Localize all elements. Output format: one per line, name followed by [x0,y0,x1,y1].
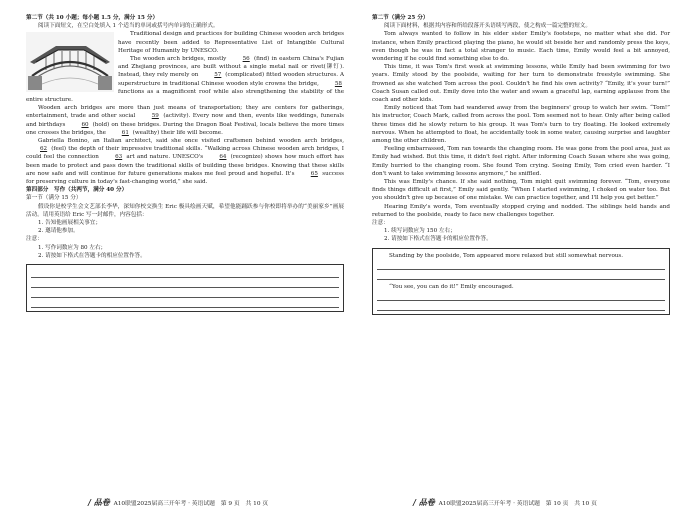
note-label: 注意： [26,236,43,243]
right-page [372,14,670,315]
blank-61[interactable]: 61 [121,129,129,136]
footer-text: A10联盟2025届高三开年考 · 英语试题 第 10 页 共 10 页 [438,501,597,507]
blank-64[interactable]: 64 [219,154,227,161]
continuation-note: 1. 续写词数应为 150 左右； [384,228,456,235]
writing1-item: 2. 邀请他参加。 [38,228,79,235]
blank-58[interactable]: 58 [334,80,342,87]
blank-59[interactable]: 59 [151,113,159,120]
writing-line[interactable] [31,268,339,278]
story-paragraph: This time, it was Tom's first week at swimming lessons, while Emily had been swimming for two years. Emily stood by the poolside, waiting for her turn to demonstrate freestyle swimming. She frowned as she watched Tom across the pool. Couldn't he find his own activity? “Emily, it's your turn!” Coach Susan called out. Emily dove into the water and swam a graceful lap, earning applause from the coach and other kids. [372,64,670,104]
passage-intro [26,30,344,104]
section2-instructions: 阅读下面短文，在空白处填入 1 个适当的单词或括号内单词的正确形式。 [38,23,219,30]
writing-line[interactable] [31,288,339,298]
blank-63[interactable]: 63 [115,154,123,161]
writing1-note: 1. 写作词数应为 80 左右； [38,244,107,251]
continuation-heading: 第二节（满分 25 分） [372,15,429,21]
paragraph-starter-1: Standing by the poolside, Tom appeared more relaxed but still somewhat nervous. [389,252,624,259]
section2-heading: 第二节（共 10 小题；每小题 1.5 分，满分 15 分） [26,15,159,21]
footer-left [88,497,268,508]
paragraph-3: Gabriella Bonino, an Italian architect, said she once visited craftsmen behind wooden arch bridges, 62 (feel) the depth of their impressive traditional skills. “Walking across Chinese wooden arch bridges, I could feel the connection 63 art and nature. UNESCO's 64 (recognize) shows how much effort has been made to protect and pass down the traditional skills of building these bridges. Knowing that these skills are now safe and will continue for future generations makes me feel proud and hopeful. It's 65 success for preserving culture in today's fast-changing world,” she said. [26,138,345,186]
note-label: 注意： [372,220,389,227]
paragraph-starter-2: “You see, you can do it!” Emily encouraged. [389,283,514,290]
wooden-arch-bridge-image [26,32,114,92]
continuation-answer-box[interactable] [372,248,670,315]
writing1-heading: 第一节（满分 15 分） [26,195,82,202]
writing-line[interactable] [377,291,665,301]
paragraph-1a: Traditional design and practices for building Chinese wooden arch bridges have recently been added to Representative List of Intangible Cultural Heritage of Humanity by UNESCO. [118,31,344,54]
writing1-answer-box[interactable] [26,264,344,312]
story-paragraph: Emily noticed that Tom had wandered away from the beginners' group to watch her swim. “Tom!” his instructor, Coach Mark, called from across the pool. Tom seemed not to hear. Only after being called three times did he slowly return to his group. It was Tom's turn to try floating. He looked extremely nervous. When he attempted to float, he accidentally took in some water, causing surprise and laughter among the other children. [372,105,670,145]
blank-60[interactable]: 60 [81,121,89,128]
part4-heading: 第四部分 写作（共两节，满分 40 分） [26,187,128,194]
footer-text: A10联盟2025届高三开年考 · 英语试题 第 9 页 共 10 页 [113,501,269,507]
story-paragraph: This was Emily's chance. If she said nothing, Tom might quit swimming forever. “Tom, everyone finds things difficult at first,” Emily said gently. “When I started swimming, I choked on water too. But you shouldn't give up because of one mistake. We can practice together, and I'll help you get better.” [372,179,670,202]
continuation-note: 2. 请按如下格式在答题卡的相应位置作答。 [384,236,492,243]
footer-right [413,497,597,508]
left-page [26,14,344,312]
paragraph-1b: The wooden arch bridges, mostly 56 (find) in eastern China's Fujian and Zhejiang provinces, are built without a single metal nail or rivet(铆钉). Instead, they rely merely on 57 (complicated) fitted wooden structures. A superstructure in traditional Chinese wooden style crowns the bridge, 58 functions as a magnificent roof while also strengthening the stability of the entire structure. [26,56,344,104]
story-paragraph: Tom always wanted to follow in his elder sister Emily's footsteps, no matter what she did. For instance, when Emily practiced playing the piano, he would sit beside her and randomly press the keys, even though he was in fact a total stranger to music. Each time, Emily would feel a bit annoyed, wondering if he could find something else to do. [372,31,670,63]
paragraph-2: Wooden arch bridges are more than just means of transportation; they are centers for gatherings, entertainment, trade and other social 59 (activity). Every now and then, events like weddings, funerals and birthdays 60 (hold) on these bridges. During the Dragon Boat Festival, locals believe the more times one crosses the bridges, the 61 (wealthy) their life will become. [26,105,345,136]
writing-line[interactable] [31,278,339,288]
brand-logo: / 品卷 [413,497,435,507]
writing-line[interactable] [31,298,339,308]
continuation-instructions: 阅读下面材料，根据其内容和所给段落开头语续写两段，使之构成一篇完整的短文。 [384,23,591,30]
writing1-prompt: 假设你是校学生会文艺部长李华，深知你校交换生 Eric 极具绘画天赋，希望他能踊跃参与你校即将举办的“美丽家乡”画展活动。请用英语给 Eric 写一封邮件，内容包括： [26,203,344,218]
story-paragraph: Hearing Emily's words, Tom eventually stopped crying and nodded. The siblings held hands and returned to the poolside, ready to face new challenges together. [372,203,670,218]
writing1-item: 1. 告知他画展相关事宜； [38,220,102,227]
writing-line[interactable] [377,301,665,311]
writing-line[interactable] [377,260,665,270]
blank-62[interactable]: 62 [40,146,48,153]
blank-65[interactable]: 65 [310,170,318,177]
writing1-note: 2. 请按如下格式在答题卡的相应位置作答。 [38,252,146,259]
blank-57[interactable]: 57 [214,72,222,79]
story-paragraph: Feeling embarrassed, Tom ran towards the changing room. He was gone from the pool area, just as Emily had wished. But this time, it didn't feel right. After informing Coach Susan where she was going, Emily hurried to the changing room. She found Tom crying. Seeing Emily, Tom cried even harder. “I don't want to take swimming lessons anymore,” he sniffled. [372,146,670,177]
brand-logo: / 品卷 [88,497,110,507]
writing-line[interactable] [377,270,665,280]
blank-56[interactable]: 56 [242,56,250,63]
